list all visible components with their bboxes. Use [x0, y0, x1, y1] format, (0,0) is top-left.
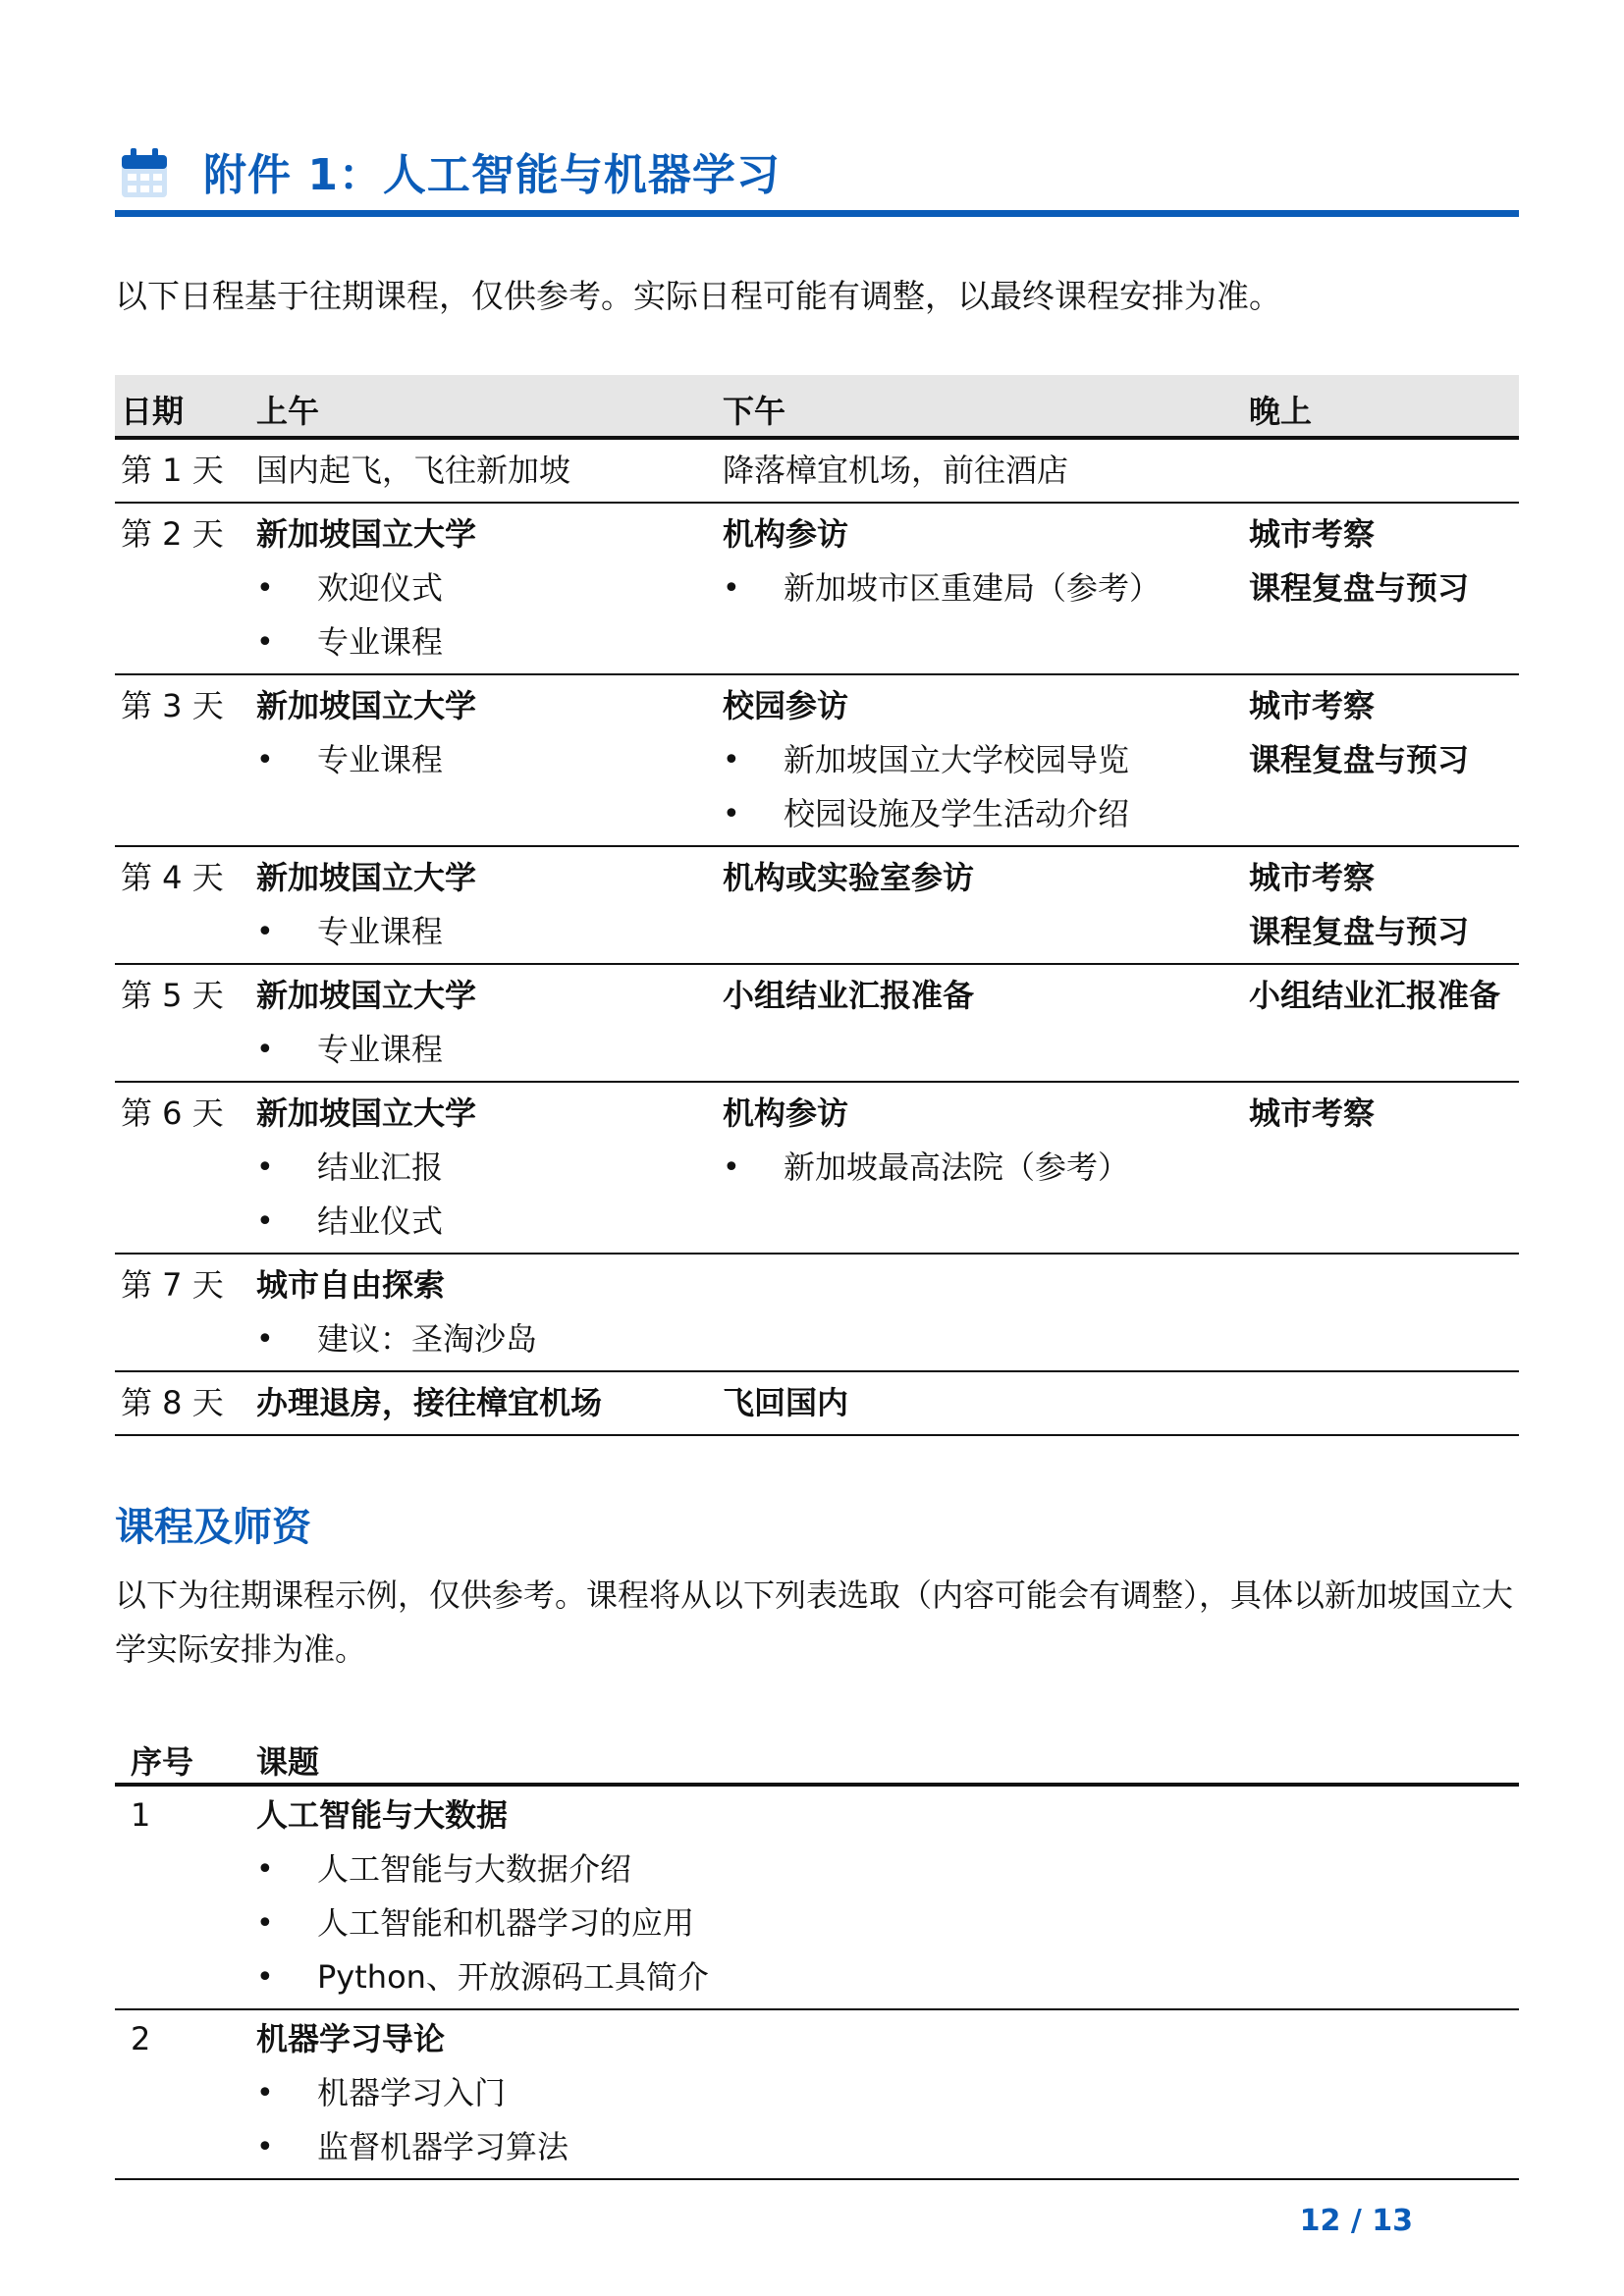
evening-cell — [1249, 679, 1524, 787]
morning-cell — [256, 851, 708, 959]
afternoon-title: 降落樟宜机场，前往酒店 — [723, 452, 1069, 489]
evening-item: 课程复盘与预习 — [1249, 741, 1470, 778]
schedule-header-row — [115, 375, 1519, 440]
day-label: 第 7 天 — [121, 1266, 224, 1304]
morning-item: • 专业课程 — [256, 1023, 708, 1077]
afternoon-cell — [723, 1087, 1233, 1195]
afternoon-title: 机构或实验室参访 — [723, 859, 975, 896]
course-row — [115, 2010, 1519, 2180]
morning-cell — [256, 1376, 708, 1430]
title-bar — [115, 133, 1519, 214]
afternoon-title: 校园参访 — [723, 687, 849, 724]
morning-title: 新加坡国立大学 — [256, 687, 477, 724]
course-number-cell — [131, 1789, 239, 1842]
evening-cell — [1249, 507, 1524, 615]
morning-item: • 结业汇报 — [256, 1141, 708, 1195]
course-number: 1 — [131, 1796, 151, 1834]
evening-item: 城市考察 — [1249, 515, 1376, 553]
afternoon-cell — [723, 679, 1233, 841]
day-label: 第 4 天 — [121, 859, 224, 896]
day-cell — [121, 1376, 248, 1430]
calendar-icon — [121, 147, 168, 198]
course-body — [115, 1787, 1519, 2180]
morning-cell — [256, 969, 708, 1077]
course-item: • Python、开放源码工具简介 — [256, 1950, 1513, 2004]
schedule-row — [115, 504, 1519, 675]
morning-title: 办理退房，接往樟宜机场 — [256, 1384, 603, 1421]
column-header-morning: 上午 — [256, 393, 320, 430]
column-header-date: 日期 — [121, 393, 185, 430]
course-item: • 人工智能和机器学习的应用 — [256, 1896, 1513, 1950]
title-underline — [115, 210, 1519, 217]
column-header-topic: 课题 — [256, 1743, 320, 1781]
course-row — [115, 1787, 1519, 2010]
afternoon-title: 小组结业汇报准备 — [723, 977, 975, 1014]
day-cell — [121, 679, 248, 733]
course-number-cell — [131, 2012, 239, 2066]
afternoon-cell — [723, 1376, 1233, 1430]
evening-item: 课程复盘与预习 — [1249, 913, 1470, 950]
schedule-row — [115, 675, 1519, 847]
schedule-body — [115, 440, 1519, 1436]
schedule-row — [115, 965, 1519, 1083]
column-header-number: 序号 — [131, 1743, 194, 1781]
schedule-table — [115, 375, 1519, 1436]
day-label: 第 8 天 — [121, 1384, 224, 1421]
course-title: 人工智能与大数据 — [256, 1796, 509, 1834]
morning-title: 新加坡国立大学 — [256, 859, 477, 896]
morning-title: 国内起飞，飞往新加坡 — [256, 452, 571, 489]
day-label: 第 5 天 — [121, 977, 224, 1014]
morning-cell — [256, 679, 708, 787]
afternoon-title: 飞回国内 — [723, 1384, 849, 1421]
page-title: 附件 1：人工智能与机器学习 — [203, 150, 781, 200]
section-paragraph: 以下为往期课程示例，仅供参考。课程将从以下列表选取（内容可能会有调整），具体以新加坡国立大学实际安排为准。 — [115, 1576, 1514, 1668]
page-number: 12 / 13 — [1299, 2204, 1413, 2238]
morning-cell — [256, 1258, 708, 1366]
morning-item: • 欢迎仪式 — [256, 561, 708, 615]
day-label: 第 3 天 — [121, 687, 224, 724]
day-cell — [121, 444, 248, 498]
day-label: 第 6 天 — [121, 1095, 224, 1132]
afternoon-item: • 新加坡国立大学校园导览 — [723, 733, 1233, 787]
course-item: • 人工智能与大数据介绍 — [256, 1842, 1513, 1896]
morning-cell — [256, 507, 708, 669]
afternoon-title: 机构参访 — [723, 515, 849, 553]
morning-title: 新加坡国立大学 — [256, 515, 477, 553]
morning-title: 新加坡国立大学 — [256, 977, 477, 1014]
evening-item: 课程复盘与预习 — [1249, 569, 1470, 607]
intro-text: 以下日程基于往期课程，仅供参考。实际日程可能有调整，以最终课程安排为准。 — [115, 277, 1281, 315]
schedule-row — [115, 1083, 1519, 1255]
day-cell — [121, 851, 248, 905]
evening-item: 城市考察 — [1249, 859, 1376, 896]
course-header-row — [115, 1730, 1519, 1787]
evening-cell — [1249, 851, 1524, 959]
schedule-row — [115, 440, 1519, 504]
afternoon-cell — [723, 507, 1233, 615]
morning-item: • 专业课程 — [256, 905, 708, 959]
evening-item: 小组结业汇报准备 — [1249, 977, 1501, 1014]
morning-item: • 专业课程 — [256, 615, 708, 669]
course-item: • 机器学习入门 — [256, 2066, 1513, 2120]
afternoon-cell — [723, 851, 1233, 905]
course-topic-cell — [256, 2012, 1513, 2174]
schedule-row — [115, 847, 1519, 965]
morning-item: • 专业课程 — [256, 733, 708, 787]
afternoon-cell — [723, 969, 1233, 1023]
course-title: 机器学习导论 — [256, 2020, 446, 2057]
afternoon-title: 机构参访 — [723, 1095, 849, 1132]
course-topic-cell — [256, 1789, 1513, 2004]
morning-cell — [256, 1087, 708, 1249]
day-cell — [121, 1087, 248, 1141]
evening-cell — [1249, 969, 1524, 1023]
schedule-row — [115, 1255, 1519, 1372]
afternoon-item: • 新加坡市区重建局（参考） — [723, 561, 1233, 615]
schedule-row — [115, 1372, 1519, 1436]
day-label: 第 2 天 — [121, 515, 224, 553]
afternoon-item: • 新加坡最高法院（参考） — [723, 1141, 1233, 1195]
day-label: 第 1 天 — [121, 452, 224, 489]
morning-item: • 结业仪式 — [256, 1195, 708, 1249]
evening-item: 城市考察 — [1249, 1095, 1376, 1132]
morning-title: 城市自由探索 — [256, 1266, 446, 1304]
course-table — [115, 1730, 1519, 2180]
day-cell — [121, 507, 248, 561]
section-title: 课程及师资 — [115, 1505, 311, 1550]
day-cell — [121, 969, 248, 1023]
morning-title: 新加坡国立大学 — [256, 1095, 477, 1132]
course-number: 2 — [131, 2020, 151, 2057]
morning-item: • 建议：圣淘沙岛 — [256, 1312, 708, 1366]
morning-cell — [256, 444, 708, 498]
evening-item: 城市考察 — [1249, 687, 1376, 724]
afternoon-item: • 校园设施及学生活动介绍 — [723, 787, 1233, 841]
course-item: • 监督机器学习算法 — [256, 2120, 1513, 2174]
column-header-afternoon: 下午 — [723, 393, 786, 430]
evening-cell — [1249, 1087, 1524, 1141]
column-header-evening: 晚上 — [1249, 393, 1313, 430]
afternoon-cell — [723, 444, 1233, 498]
day-cell — [121, 1258, 248, 1312]
